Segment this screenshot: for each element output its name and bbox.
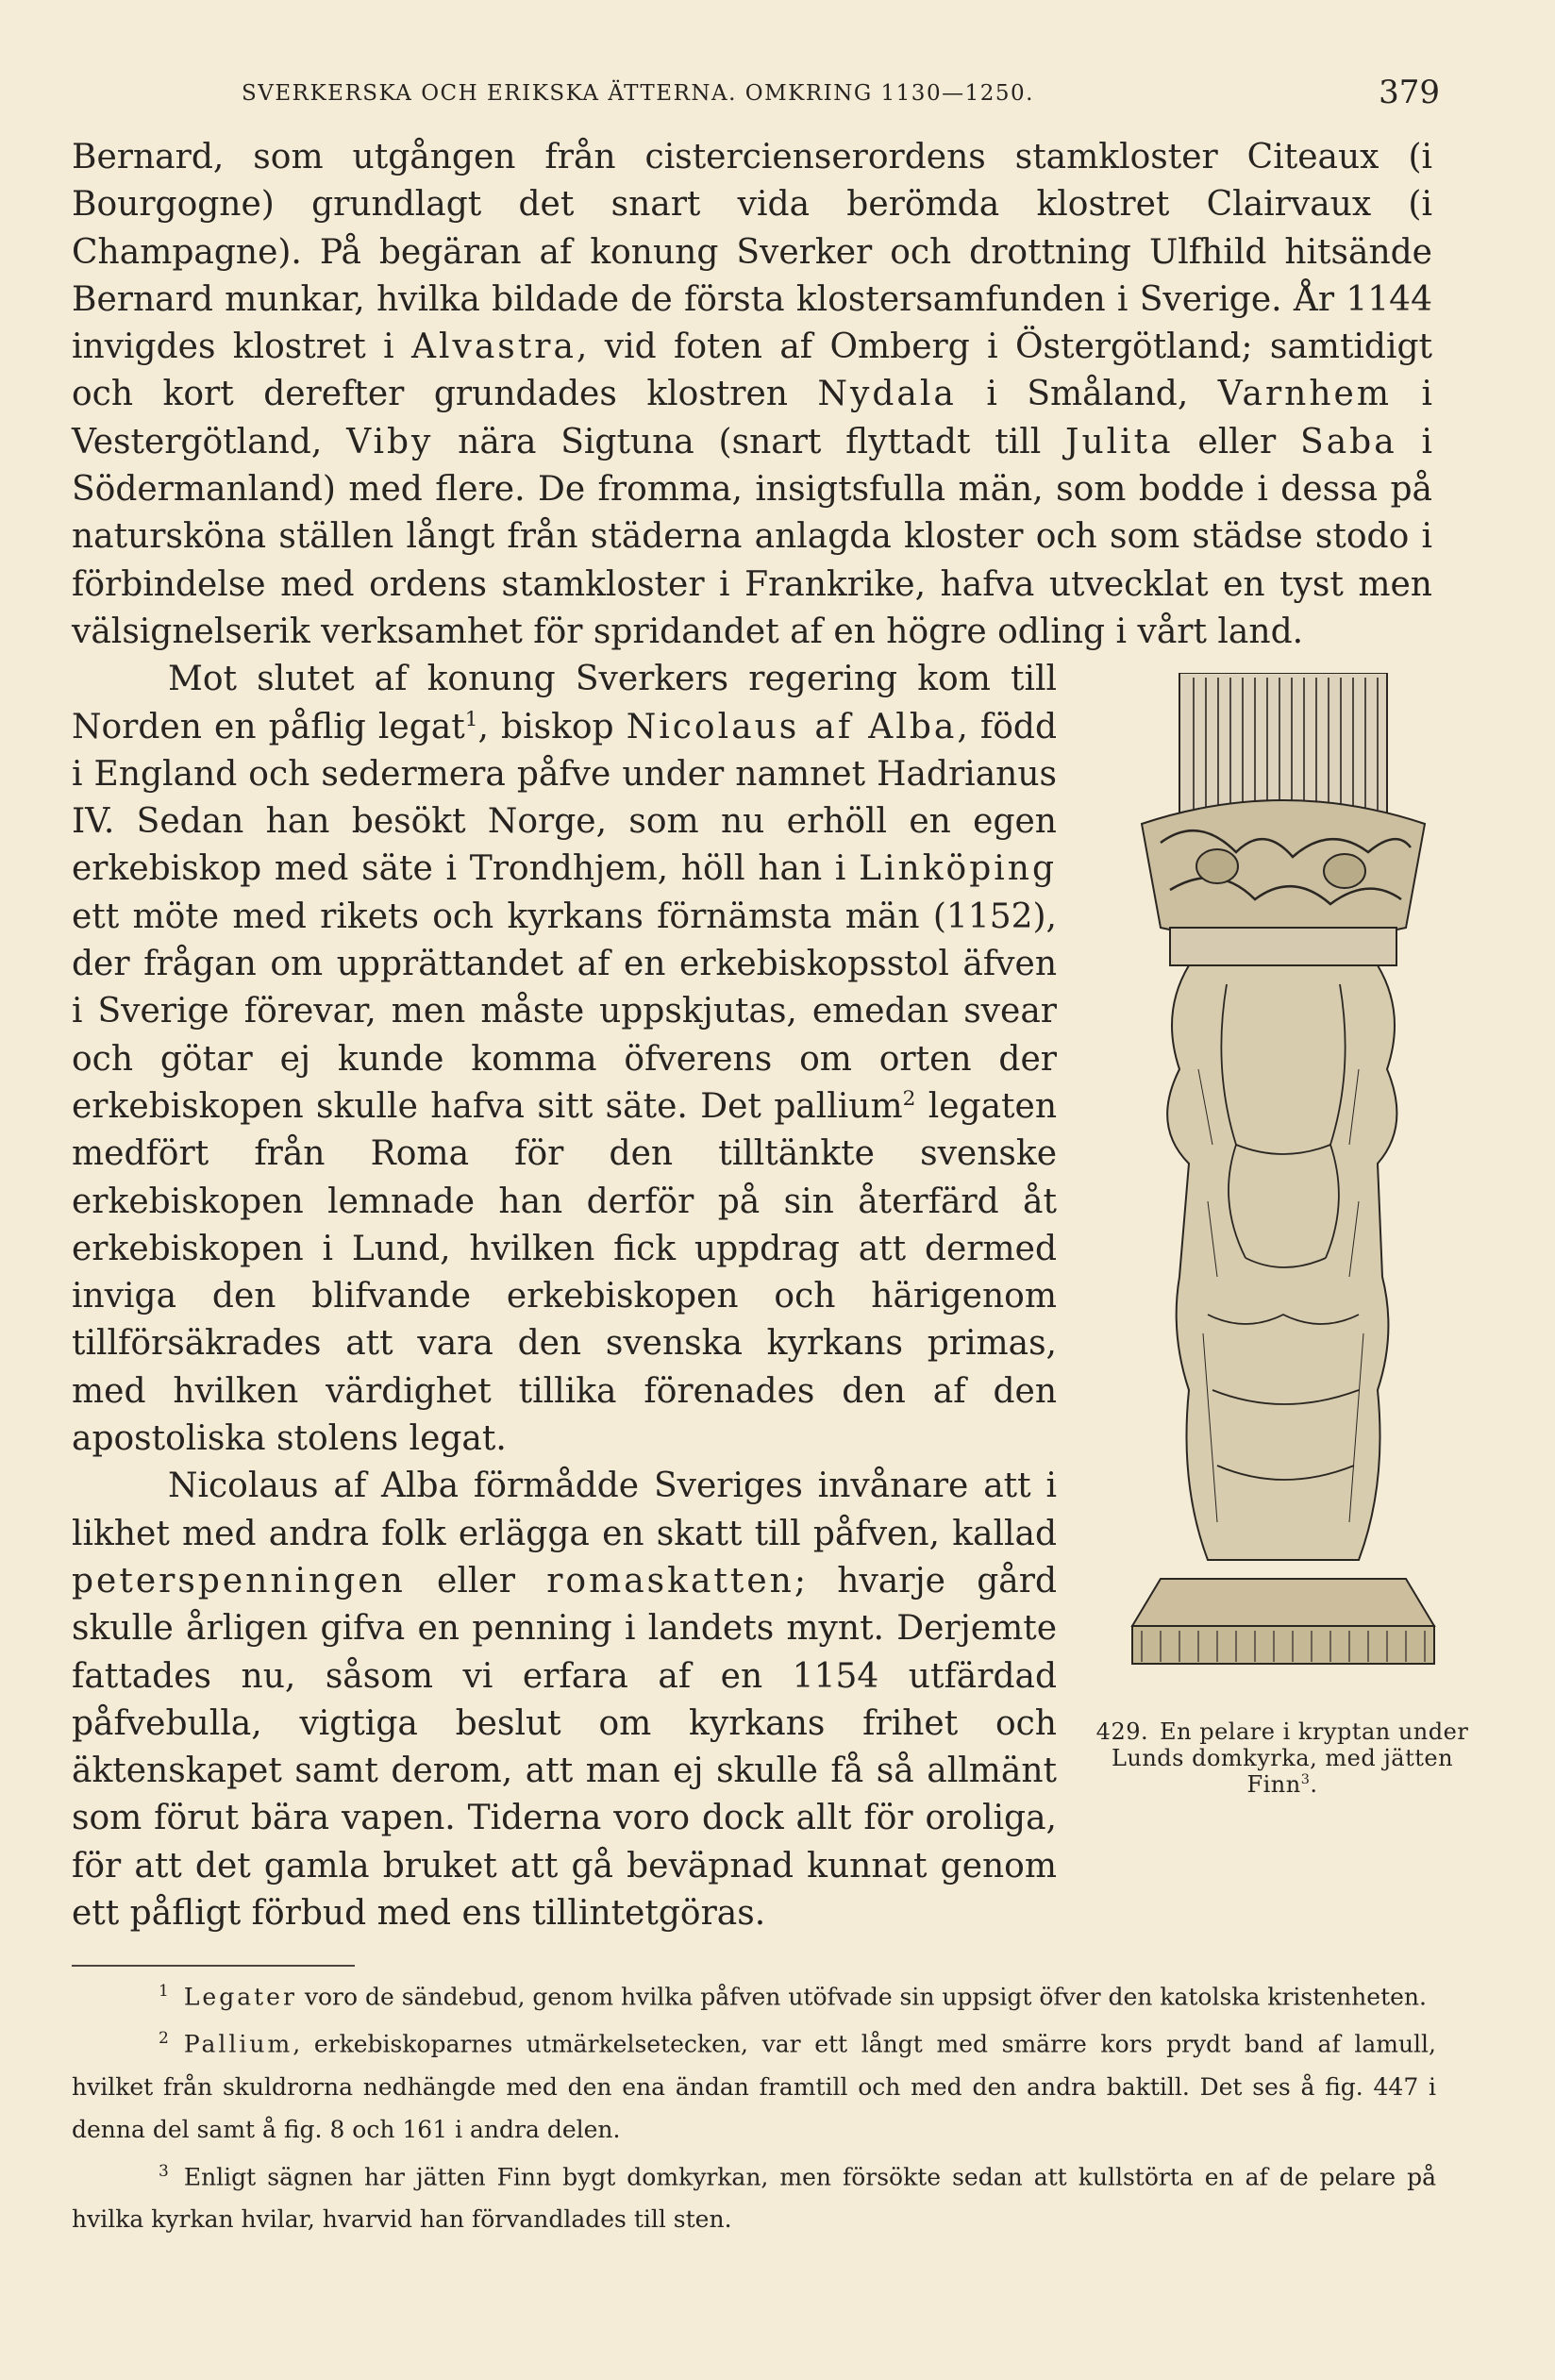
caption-footnote-ref: 3 <box>1300 1772 1311 1788</box>
page-number: 379 <box>1379 74 1440 111</box>
figure-number: 429. <box>1095 1718 1149 1746</box>
place-name-nydala: Nydala <box>817 375 957 414</box>
text-run: eller <box>1173 422 1301 461</box>
body-text <box>72 134 1469 1937</box>
place-name-varnhem: Varnhem <box>1217 375 1392 414</box>
figure-caption <box>1095 1718 1470 1798</box>
figure-429 <box>1095 673 1470 1885</box>
text-run: , biskop <box>477 707 627 746</box>
running-head <box>72 74 1440 111</box>
text-run: nära Sigtuna (snart flyttadt till <box>433 422 1066 461</box>
footnote-ref-2: 2 <box>902 1086 916 1111</box>
footnote-keyword: Pallium <box>183 2030 293 2058</box>
footnote-keyword: Legater <box>183 1983 297 2011</box>
footnote-rule <box>72 1965 355 1967</box>
place-name-viby: Viby <box>346 422 434 461</box>
text-run: ett möte med rikets och kyrkans förnämsta män (1152), der frågan om upprättandet af en erkebiskopsstol äfven i Sverige förevar, men måste uppskjutas, emedan svear och götar ej kunde komma öfverens om orten der erkebiskopen skulle hafva sitt säte. Det pallium <box>72 897 1057 1126</box>
footnotes <box>72 1970 1436 2240</box>
term-peterspenningen: peterspenningen <box>72 1561 406 1601</box>
caption-end: . <box>1310 1771 1318 1799</box>
footnote-text: sägnen har jätten Finn bygt domkyrkan, men försökte sedan att kullstörta en af de pelare på hvilka kyrkan hvilar, hvarvid han förvandlades till sten. <box>72 2162 1436 2233</box>
text-run: eller <box>405 1561 547 1601</box>
footnote-2 <box>72 2018 1436 2150</box>
footnote-text: voro de sändebud, genom hvilka påfven utöfvade sin uppsigt öfver den katolska kristenheten. <box>296 1983 1427 2011</box>
text-run: , vid foten af Omberg i Östergötland; samtidigt och kort derefter grundades klostren <box>72 327 1432 414</box>
text-run: Nicolaus af Alba förmådde Sveriges invånare att i likhet med andra folk erlägga en skatt till påfven, kallad <box>72 1467 1057 1553</box>
place-name-alvastra: Alvastra <box>410 327 577 367</box>
footnote-keyword: Enligt <box>183 2162 257 2190</box>
place-name-saba: Saba <box>1300 422 1397 461</box>
person-name-nicolaus: Nicolaus af Alba <box>626 707 958 746</box>
text-run: i Småland, <box>956 375 1218 414</box>
paragraph-1 <box>72 134 1432 656</box>
place-name-julita: Julita <box>1065 422 1174 461</box>
footnote-3 <box>72 2151 1436 2240</box>
text-run: i Södermanland) med flere. De fromma, insigtsfulla män, som bodde i dessa på natursköna ställen långt från städerna anlagda kloster och som städse stodo i förbindelse med ordens stamkloster i Frankrike, hafva utvecklat en tyst men välsignelserik verksamhet för spridandet af en högre odling i vårt land. <box>72 422 1432 651</box>
footnote-ref-1: 1 <box>464 707 478 731</box>
footnote-marker: 1 <box>159 1982 169 2001</box>
footnote-1 <box>72 1970 1436 2018</box>
text-run: legaten medfört från Roma för den tilltänkte svenske erkebiskopen lemnade han derför på sin återfärd åt erkebiskopen i Lund, hvilken fick uppdrag att dermed inviga den blifvande erkebiskopen och härigenom tillförsäkrades att vara den svenska kyrkans primas, med hvilken värdighet tillika förenades den af den apostoliska stolens legat. <box>72 1086 1057 1459</box>
text-run: Mot slutet af konung Sverkers regering kom till Norden en påflig legat <box>72 660 1057 746</box>
term-romaskatten: romaskatten <box>546 1561 794 1601</box>
caption-text: En pelare i kryptan under Lunds domkyrka, med jätten Finn <box>1111 1718 1469 1799</box>
place-name-linkoping: Linköping <box>859 849 1057 889</box>
text-run: ; hvarje gård skulle årligen gifva en penning i landets mynt. Derjemte fattades nu, såsom vi erfara af en 1154 utfärdad påfvebulla, vigtiga beslut om kyrkans frihet och äktenskapet samt derom, att man ej skulle få så allmänt som förut bära vapen. Tiderna voro dock allt för oroliga, för att det gamla bruket att gå beväpnad kunnat genom ett påfligt förbud med ens tillintetgöras. <box>72 1561 1057 1933</box>
text-run: Bernard, som utgången från cistercienserordens stamkloster Citeaux (i Bourgogne) grundlagt det snart vida berömda klostret Clairvaux (i Champagne). På begäran af konung Sverker och drottning Ulfhild hitsände Bernard munkar, hvilka bildade de första klostersamfunden i Sverige. År 1144 invigdes klostret i <box>72 138 1432 367</box>
text-run: i Vestergötland, <box>72 375 1432 461</box>
pillar-illustration <box>1123 673 1444 1701</box>
footnote-marker: 3 <box>159 2161 169 2181</box>
text-run: , född i England och sedermera påfve under namnet Hadrianus IV. Sedan han besökt Norge, som nu erhöll en egen erkebiskop med säte i Trondhjem, höll han i <box>72 707 1057 889</box>
footnote-text: , erkebiskoparnes utmärkelsetecken, var ett långt med smärre kors prydt band af lamull, hvilket från skuldrorna nedhängde med den ena ändan framtill och med den andra baktill. Det ses å fig. 447 i denna del samt å fig. 8 och 161 i andra delen. <box>72 2030 1436 2143</box>
running-head-title: SVERKERSKA OCH ERIKSKA ÄTTERNA. OMKRING 1130—1250. <box>242 81 1034 106</box>
footnote-marker: 2 <box>159 2029 169 2049</box>
